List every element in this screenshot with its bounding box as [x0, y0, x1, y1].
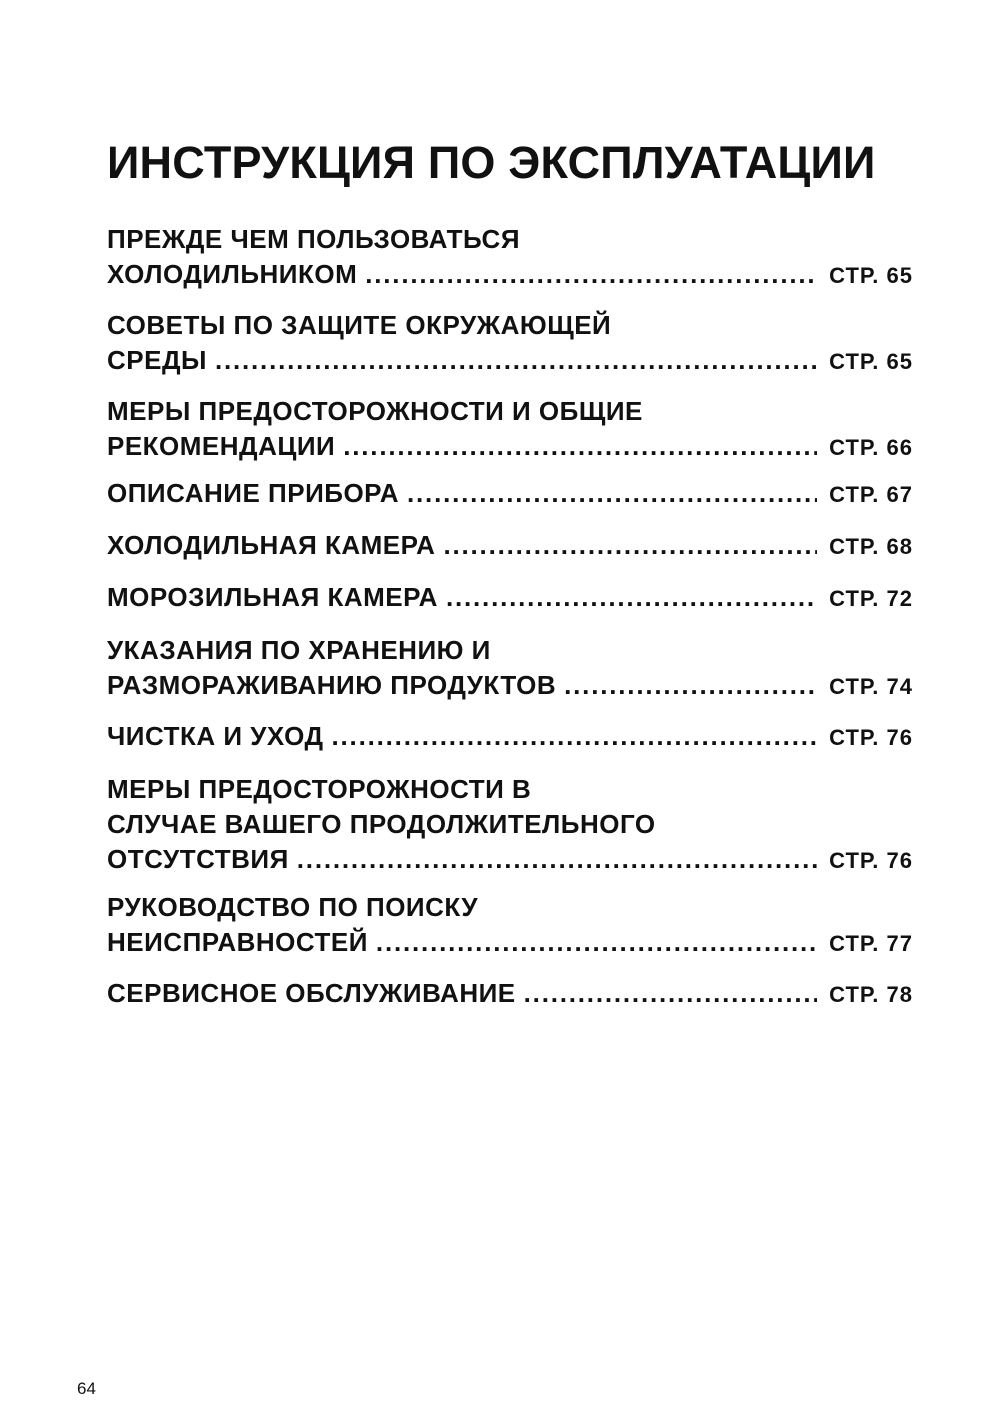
toc-entry-line: УКАЗАНИЯ ПО ХРАНЕНИЮ И [107, 635, 491, 665]
toc-entry-final-line [107, 668, 913, 703]
page-title: ИНСТРУКЦИЯ ПО ЭКСПЛУАТАЦИИ [107, 137, 876, 188]
toc-page-ref: СТР. 65 [829, 263, 913, 288]
toc-entry-title: МОРОЗИЛЬНАЯ КАМЕРА [107, 582, 438, 612]
toc-entry [107, 476, 913, 511]
toc-entry-final-line [107, 925, 913, 960]
toc-entry-line: РУКОВОДСТВО ПО ПОИСКУ [107, 892, 479, 922]
dot-leader [376, 925, 817, 960]
dot-leader [446, 580, 817, 615]
toc-entry [107, 890, 913, 960]
toc-entry-final-line [107, 528, 913, 563]
toc-page-ref: СТР. 77 [829, 931, 913, 956]
toc-entry-title: ХОЛОДИЛЬНИКОМ [107, 259, 358, 289]
toc-entry [107, 719, 913, 754]
toc-entry [107, 580, 913, 615]
dot-leader [215, 343, 817, 378]
toc-entry-line: ПРЕЖДЕ ЧЕМ ПОЛЬЗОВАТЬСЯ [107, 224, 521, 254]
toc-entry-final-line [107, 343, 913, 378]
toc-entry-final-line [107, 842, 913, 877]
dot-leader [564, 668, 817, 703]
toc-entry-line: СЛУЧАЕ ВАШЕГО ПРОДОЛЖИТЕЛЬНОГО [107, 809, 656, 839]
toc-entry [107, 528, 913, 563]
toc-entry-final-line [107, 429, 913, 464]
toc-entry-final-line [107, 719, 913, 754]
toc-entry-title: ОПИСАНИЕ ПРИБОРА [107, 478, 399, 508]
toc-entry-title: ЧИСТКА И УХОД [107, 721, 324, 751]
toc-entry [107, 394, 913, 464]
toc-entry-title: РАЗМОРАЖИВАНИЮ ПРОДУКТОВ [107, 670, 557, 700]
page-number: 64 [77, 1379, 96, 1398]
toc-page-ref: СТР. 74 [829, 674, 913, 699]
toc-page-ref: СТР. 66 [829, 435, 913, 460]
toc-entry-line: СОВЕТЫ ПО ЗАЩИТЕ ОКРУЖАЮЩЕЙ [107, 310, 612, 340]
toc-entry-line: МЕРЫ ПРЕДОСТОРОЖНОСТИ И ОБЩИЕ [107, 396, 643, 426]
toc-entry [107, 772, 913, 877]
toc-page-ref: СТР. 67 [829, 482, 913, 507]
toc-entry-title: ХОЛОДИЛЬНАЯ КАМЕРА [107, 530, 436, 560]
toc-entry [107, 222, 913, 292]
toc-entry [107, 308, 913, 378]
toc-entry [107, 633, 913, 703]
toc-page-ref: СТР. 78 [829, 982, 913, 1007]
toc-page-ref: СТР. 76 [829, 848, 913, 873]
dot-leader [332, 719, 818, 754]
toc-entry-title: НЕИСПРАВНОСТЕЙ [107, 927, 368, 957]
dot-leader [524, 976, 818, 1011]
toc-entry-final-line [107, 580, 913, 615]
dot-leader [297, 842, 817, 877]
toc-entry-title: ОТСУТСТВИЯ [107, 844, 289, 874]
dot-leader [365, 257, 817, 292]
toc-entry-title: СРЕДЫ [107, 345, 207, 375]
toc-page-ref: СТР. 72 [829, 586, 913, 611]
dot-leader [443, 528, 817, 563]
toc-entry-final-line [107, 976, 913, 1011]
toc-page-ref: СТР. 65 [829, 349, 913, 374]
toc-entry-final-line [107, 257, 913, 292]
dot-leader [343, 429, 817, 464]
toc-entry-final-line [107, 476, 913, 511]
toc-entry [107, 976, 913, 1011]
toc-page-ref: СТР. 76 [829, 725, 913, 750]
toc-entry-title: РЕКОМЕНДАЦИИ [107, 431, 336, 461]
toc-page-ref: СТР. 68 [829, 534, 913, 559]
toc-entry-line: МЕРЫ ПРЕДОСТОРОЖНОСТИ В [107, 774, 532, 804]
dot-leader [407, 476, 817, 511]
toc-entry-title: СЕРВИСНОЕ ОБСЛУЖИВАНИЕ [107, 978, 516, 1008]
